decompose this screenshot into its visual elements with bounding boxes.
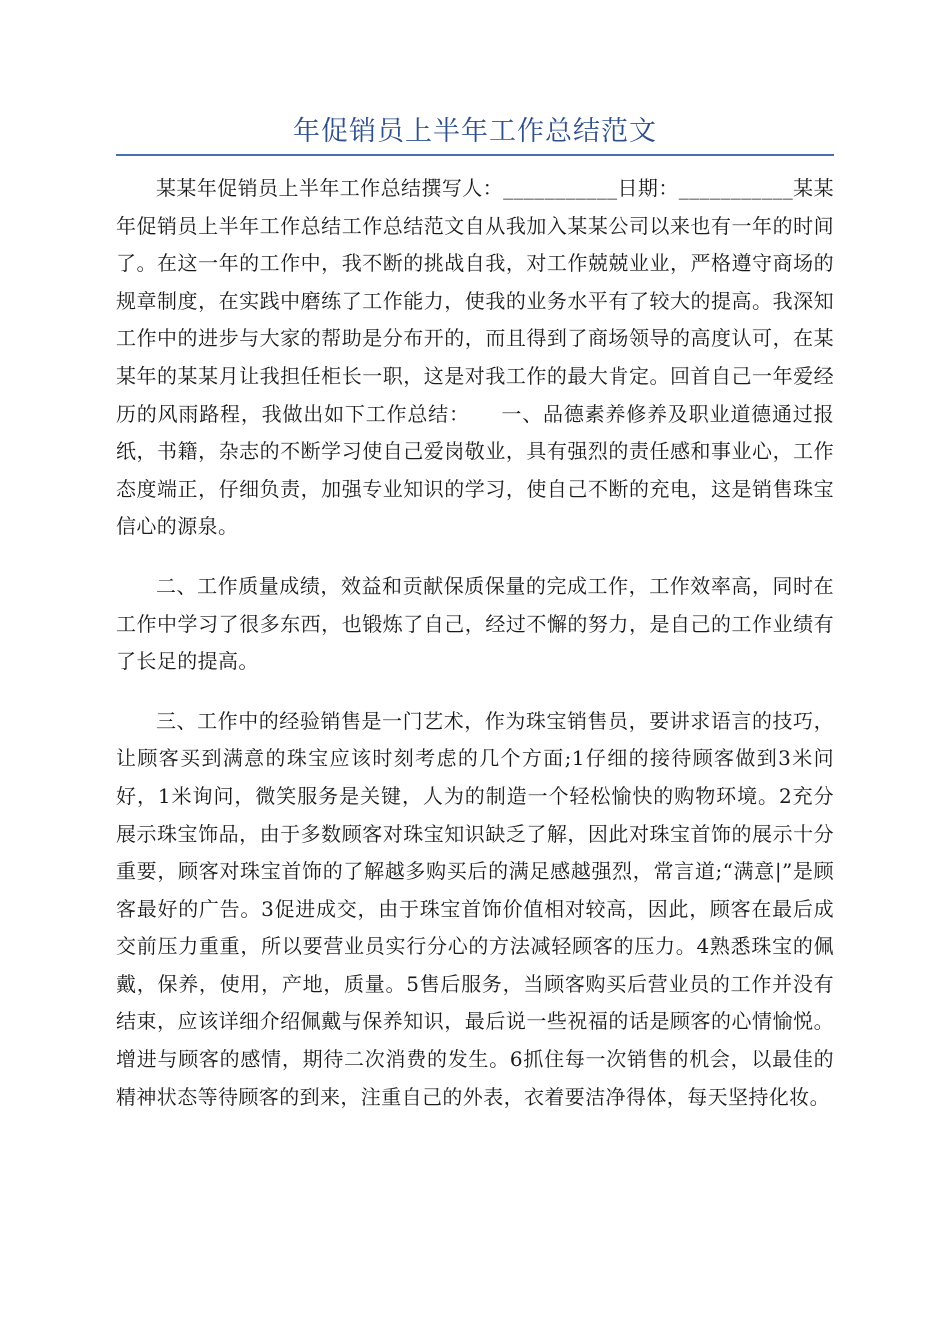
title-underline	[116, 154, 834, 156]
paragraph-section-2: 二、工作质量成绩，效益和贡献保质保量的完成工作，工作效率高，同时在工作中学习了很多东西，也锻炼了自己，经过不懈的努力，是自己的工作业绩有了长足的提高。	[116, 573, 834, 674]
document-title: 年促销员上半年工作总结范文	[293, 116, 657, 147]
paragraph-section-3: 三、工作中的经验销售是一门艺术，作为珠宝销售员，要讲求语言的技巧，让顾客买到满意的珠宝应该时刻考虑的几个方面;1仔细的接待顾客做到3米问好，1米询问，微笑服务是关键，人为的制造一个轻松愉快的购物环境。2充分展示珠宝饰品，由于多数顾客对珠宝知识缺乏了解，因此对珠宝首饰的展示十分重要，顾客对珠宝首饰的了解越多购买后的满足感越强烈，常言道;“满意|”是顾客最好的广告。3促进成交，由于珠宝首饰价值相对较高，因此，顾客在最后成交前压力重重，所以要营业员实行分心的方法减轻顾客的压力。4熟悉珠宝的佩戴，保养，使用，产地，质量。5售后服务，当顾客购买后营业员的工作并没有结束，应该详细介绍佩戴与保养知识，最后说一些祝福的话是顾客的心情愉悦。增进与顾客的感情，期待二次消费的发生。6抓住每一次销售的机会，以最佳的精神状态等待顾客的到来，注重自己的外表，衣着要洁净得体，每天坚持化妆。	[116, 708, 834, 1109]
document-body	[116, 170, 834, 1138]
paragraph-intro: 某某年促销员上半年工作总结撰写人：___________日期：___________某某年促销员上半年工作总结工作总结范文自从我加入某某公司以来也有一年的时间了。在这一年的工作中，我不断的挑战自我，对工作兢兢业业，严格遵守商场的规章制度，在实践中磨练了工作能力，使我的业务水平有了较大的提高。我深知工作中的进步与大家的帮助是分布开的，而且得到了商场领导的高度认可，在某某年的某某月让我担任柜长一职，这是对我工作的最大肯定。回首自己一年爱经历的风雨路程，我做出如下工作总结： 一、品德素养修养及职业道德通过报纸，书籍，杂志的不断学习使自己爱岗敬业，具有强烈的责任感和事业心，工作态度端正，仔细负责，加强专业知识的学习，使自己不断的充电，这是销售珠宝信心的源泉。	[116, 176, 834, 539]
